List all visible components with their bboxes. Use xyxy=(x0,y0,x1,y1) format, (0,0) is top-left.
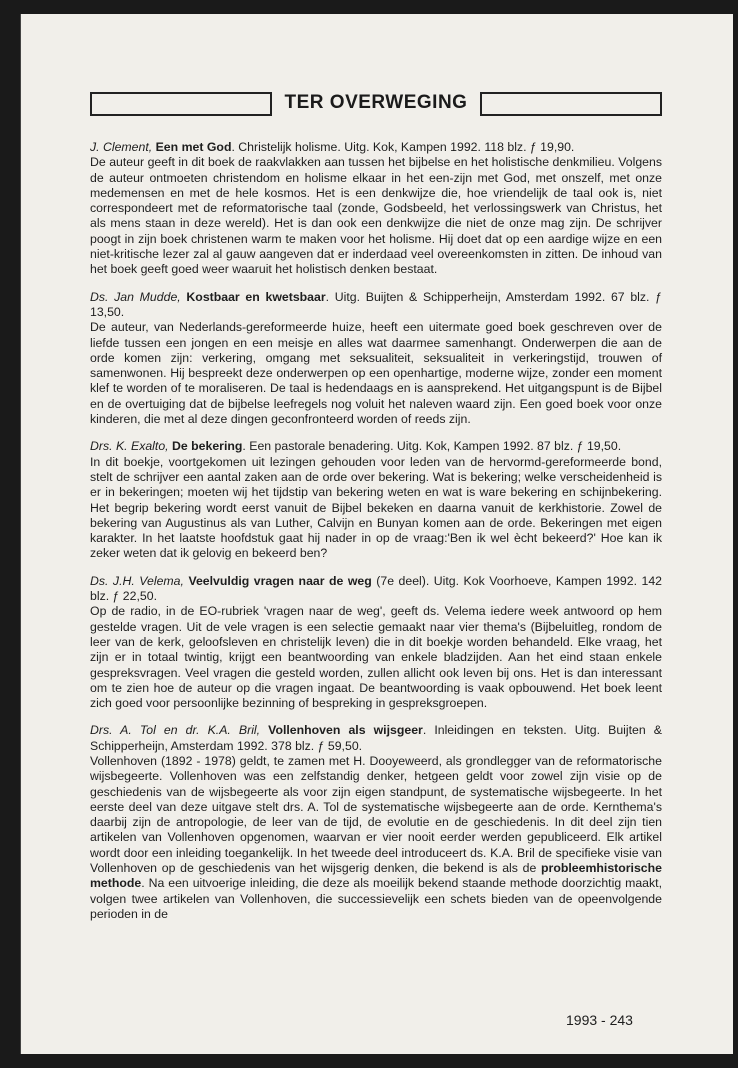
review-publication-info: . Christelijk holisme. Uitg. Kok, Kampen 1992. 118 blz. ƒ 19,90. xyxy=(231,140,575,154)
review-entry xyxy=(90,140,662,278)
review-publication-info: . Uitg. Buijten & Schipperheijn, Amsterdam 1992. 67 blz. ƒ 13,50. xyxy=(90,289,663,319)
section-title: TER OVERWEGING xyxy=(284,92,468,113)
header-rule-box-left xyxy=(90,92,272,116)
header-rule-box-right xyxy=(480,92,662,116)
review-publication-info: . Een pastorale benadering. Uitg. Kok, Kampen 1992. 87 blz. ƒ 19,50. xyxy=(242,439,622,454)
review-body-continued: . Na een uitvoerige inleiding, die deze als moeilijk bekend staande methode doorzichtig maakt, volgen twee artikelen van Vollenhoven, die successievelijk een schets bieden van de opeenvolgende perioden in de xyxy=(90,876,662,921)
review-author: Ds. J.H. Velema, xyxy=(90,573,184,588)
review-author: J. Clement, xyxy=(90,140,153,154)
review-book-title: Een met God xyxy=(155,140,232,154)
review-entry xyxy=(90,574,662,712)
review-entry xyxy=(90,439,662,561)
review-book-title: Veelvuldig vragen naar de weg xyxy=(188,573,372,588)
review-entry xyxy=(90,290,662,428)
page-number: 1993 - 243 xyxy=(566,1012,633,1028)
review-body: De auteur, van Nederlands-gereformeerde huize, heeft een uitermate goed boek geschreven over de liefde tussen een jongen en een meisje en alles wat daarmee samenhangt. Onderwerpen die aan de orde komen zijn: verkering, omgang met seksualiteit, seksualiteit in verkeringstijd, trouwen of samenwonen. Hij bespreekt deze onderwerpen op een openhartige, moderne wijze, zonder een moment klef te worden of te moraliseren. De taal is hedendaags en is aansprekend. Het uitgangspunt is de Bijbel en de overtuiging dat de bijbelse leefregels nog voluit het naleven waard zijn. Een goed boek voor onze kinderen, die met al deze dingen geconfronteerd worden of reeds zijn. xyxy=(90,320,662,427)
review-book-title: De bekering xyxy=(172,439,243,454)
review-body: De auteur geeft in dit boek de raakvlakken aan tussen het bijbelse en het holistische denkmilieu. Volgens de auteur ontmoeten christendom en holisme elkaar in het een-zijn met God, met onszelf, met onze medemensen en met de hele kosmos. Het is een denkwijze die, hoe vriendelijk de taal ook is, niet correspondeert met de reformatorische taal (zonde, Godsbeeld, het verlossingswerk van Christus, het als mens staan in deze wereld). Het is dan ook een denkwijze die niet de onze mag zijn. De schrijver poogt in zijn boek christenen warm te maken voor het holisme. Hij doet dat op een aardige wijze en een niet-kritische lezer zal al gauw aangeven dat er inderdaad veel overeenkomsten in zitten. De inhoud van het boek geeft goed weer waaruit het holistisch denken bestaat. xyxy=(90,155,662,277)
review-body: Vollenhoven (1892 - 1978) geldt, te zamen met H. Dooyeweerd, als grondlegger van de reformatorische wijsbegeerte. Vollenhoven was een zelfstandig denker, hetgeen geldt voor zowel zijn visie op de geschiedenis van de wijsbegeerte als voor zijn eigen standpunt, de systematische wijsbegeerte. In het eerste deel van deze uitgave stelt drs. A. Tol de systematische wijsbegeerte aan de orde. Kernthema's daarbij zijn de antropologie, de leer van de tijd, de evolutie en de geschiedenis. In dit deel zijn tien artikelen van Vollenhoven opgenomen, waarvan er vier nooit eerder werden gepubliceerd. Elk artikel wordt door een inleiding toegankelijk. In het tweede deel introduceert ds. K.A. Bril de specifieke visie van Vollenhoven op de geschiedenis van het wijsgerig denken, die bekend is als de xyxy=(90,753,662,876)
section-header xyxy=(90,80,662,120)
review-publication-info: (7e deel). Uitg. Kok Voorhoeve, Kampen 1992. 142 blz. ƒ 22,50. xyxy=(90,573,662,604)
review-list xyxy=(90,140,662,934)
review-book-title: Kostbaar en kwetsbaar xyxy=(186,289,326,304)
review-author: Drs. K. Exalto, xyxy=(90,439,169,454)
review-body-emphasis: probleemhistorische methode xyxy=(90,861,662,891)
review-author: Ds. Jan Mudde, xyxy=(90,289,181,304)
review-body: Op de radio, in de EO-rubriek 'vragen naar de weg', geeft ds. Velema iedere week antwoord op hem gestelde vragen. Uit de vele vragen is een selectie gemaakt naar vier thema's (Bijbeluitleg, rondom de leer van de kerk, geloofsleven en christelijk leven) die in dit boekje worden behandeld. Elke vraag, het zijn er in totaal twintig, krijgt een beantwoording van enkele bladzijden. Aan het eind staan enkele gespreksvragen. Veel vragen die gesteld worden, zullen allicht ook leven bij ons. Het is dan interessant om te zien hoe de auteur op die vragen ingaat. De beantwoording is vaak opbouwend. Het boek leent zich goed voor persoonlijke bezinning of bespreking in gespreksgroepen. xyxy=(90,604,662,711)
review-publication-info: . Inleidingen en teksten. Uitg. Buijten & Schipperheijn, Amsterdam 1992. 378 blz. ƒ 59,50. xyxy=(90,723,662,753)
review-author: Drs. A. Tol en dr. K.A. Bril, xyxy=(90,723,261,738)
review-body: In dit boekje, voortgekomen uit lezingen gehouden voor leden van de hervormd-gereformeerde bond, stelt de schrijver een aantal zaken aan de orde over bekering. Wat is bekering; welke verscheidenheid is er in bekeringen; moeten wij het tijdstip van bekering weten en wat is ware bekering en schijnbekering. Het begrip bekering wordt eerst vanuit de Bijbel bekeken en daarna vanuit de kerkhistorie. Zowel de bekering van Augustinus als van Luther, Calvijn en Bunyan komen aan de orde. Bekeringen met eigen karakter. In het laatste hoofdstuk gaat hij nader in op de vraag:'Ben ik wel ècht bekeerd?' Hoe kan ik zeker weten dat ik gelovig en bekeerd ben? xyxy=(90,454,662,561)
review-entry xyxy=(90,723,662,922)
review-book-title: Vollenhoven als wijsgeer xyxy=(268,723,423,738)
